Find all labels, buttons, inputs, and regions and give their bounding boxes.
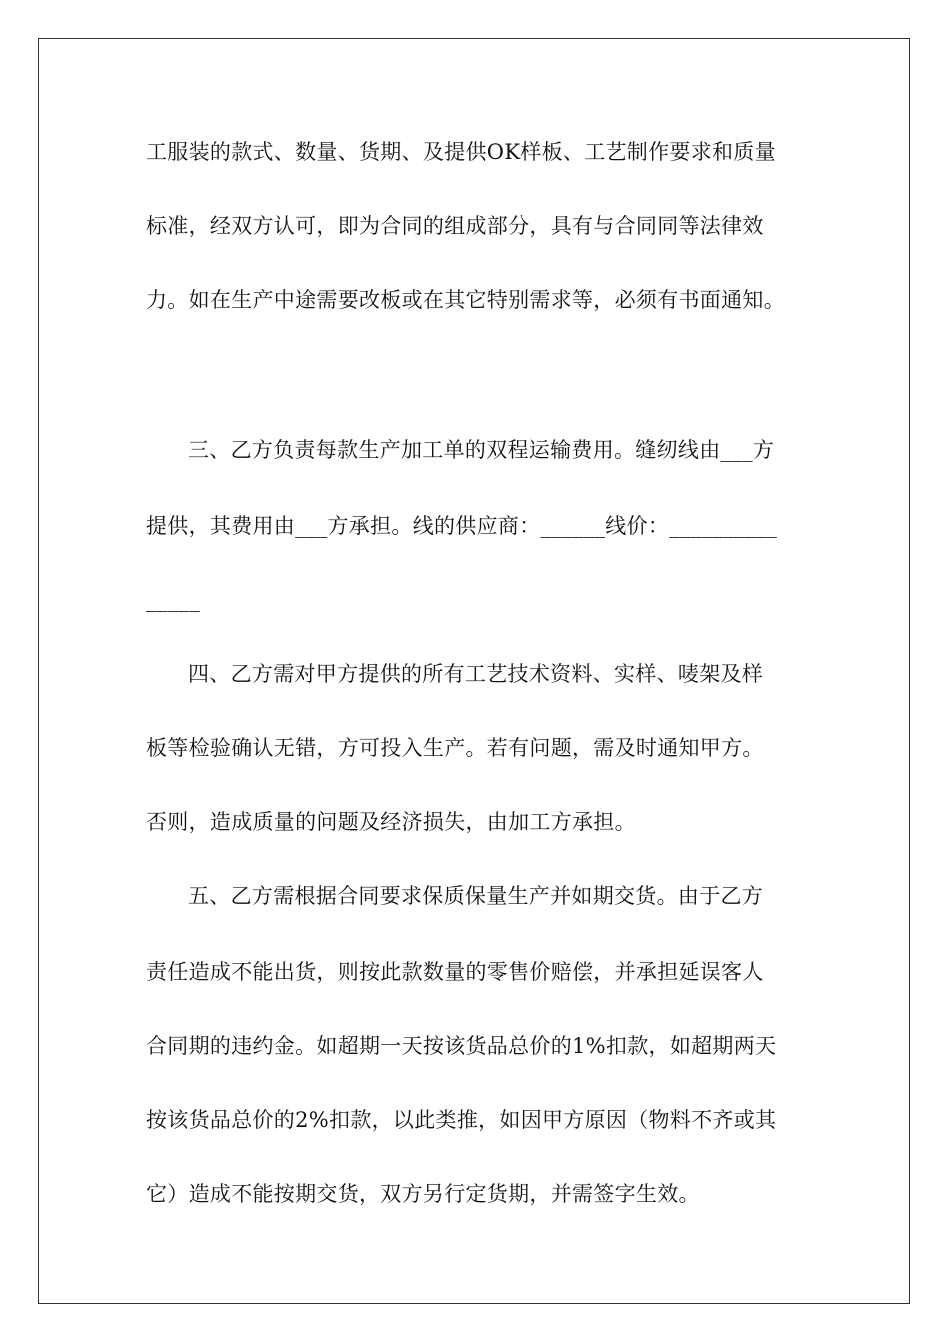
clause-3-line-2: 提供，其费用由___方承担。线的供应商：______线价：__________ (146, 514, 778, 538)
clause-5-line-3: 合同期的违约金。如超期一天按该货品总价的1%扣款，如超期两天 (146, 1034, 777, 1058)
clause-3-line-1: 三、乙方负责每款生产加工单的双程运输费用。缝纫线由___方 (188, 438, 775, 462)
paragraph-2-line-1: 工服装的款式、数量、货期、及提供OK样板、工艺制作要求和质量 (146, 140, 776, 164)
clause-5-line-5: 它）造成不能按期交货，双方另行定货期，并需签字生效。 (146, 1182, 700, 1206)
clause-4-line-3: 否则，造成质量的问题及经济损失，由加工方承担。 (146, 810, 636, 834)
clause-5-line-2: 责任造成不能出货，则按此款数量的零售价赔偿，并承担延误客人 (146, 960, 764, 984)
clause-5-line-1: 五、乙方需根据合同要求保质保量生产并如期交货。由于乙方 (188, 884, 764, 908)
clause-5-line-4: 按该货品总价的2%扣款，以此类推，如因甲方原因（物料不齐或其 (146, 1108, 777, 1132)
clause-4-line-2: 板等检验确认无错，方可投入生产。若有问题，需及时通知甲方。 (146, 736, 764, 760)
clause-3-line-3: _____ (146, 588, 200, 612)
paragraph-2-line-2: 标准，经双方认可，即为合同的组成部分，具有与合同同等法律效 (146, 214, 764, 238)
paragraph-2-line-3: 力。如在生产中途需要改板或在其它特别需求等，必须有书面通知。 (146, 288, 785, 312)
clause-4-line-1: 四、乙方需对甲方提供的所有工艺技术资料、实样、唛架及样 (188, 662, 764, 686)
